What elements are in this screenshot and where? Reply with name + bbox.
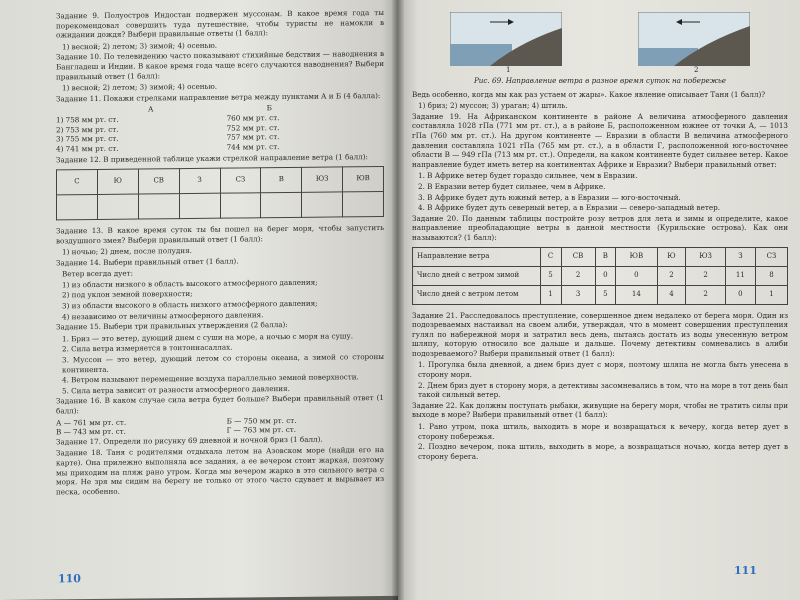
wind-cell: 14 bbox=[616, 285, 658, 304]
task-13-options: 1) ночью; 2) днем, после полудня. bbox=[62, 246, 192, 257]
arrow-cell bbox=[302, 192, 343, 217]
arrow-cell bbox=[261, 192, 302, 217]
wind-header-cell: ЮЗ bbox=[686, 247, 726, 266]
task-14-option: 4) независимо от величины атмосферного давления. bbox=[62, 309, 264, 322]
breeze-illustration-1 bbox=[450, 12, 562, 66]
pressure-col-a-label: А bbox=[147, 104, 154, 114]
wind-table-row-winter bbox=[413, 266, 788, 285]
task-16-b: Б — 750 мм рт. ст. bbox=[226, 415, 297, 426]
pressure-a: 1) 758 мм рт. ст. bbox=[56, 114, 119, 125]
wind-cell: 8 bbox=[755, 266, 787, 285]
task-15-option: 1. Бриз — это ветер, дующий днем с суши на море, а ночью с моря на сушу. bbox=[62, 331, 353, 344]
task-17: Задание 17. Определи по рисунку 69 дневной и ночной бриз (1 балл). bbox=[56, 434, 323, 447]
direction-cell: Ю bbox=[97, 169, 138, 194]
direction-cell: С bbox=[57, 169, 98, 194]
task-14-option: 1) из области низкого в область высокого атмосферного давления; bbox=[62, 277, 318, 290]
direction-cell: З bbox=[179, 168, 220, 193]
wind-header-cell: Ю bbox=[657, 247, 686, 266]
task-15: Задание 15. Выбери три правильных утверждения (2 балла): bbox=[56, 320, 288, 332]
task-14-option: 3) из области высокого в область низкого атмосферного давления; bbox=[62, 298, 318, 311]
direction-table bbox=[56, 166, 384, 220]
task-18-end: Ведь особенно, когда мы как раз устаем от жары». Какое явление описывает Таня (1 балл)? bbox=[412, 89, 766, 99]
wind-header-cell: В bbox=[595, 247, 616, 266]
pressure-a: 2) 753 мм рт. ст. bbox=[56, 124, 119, 134]
wind-header-cell: С bbox=[540, 247, 561, 266]
wind-cell: 2 bbox=[561, 266, 595, 285]
direction-cell: ЮЗ bbox=[302, 167, 343, 192]
task-18: Задание 18. Таня с родителями отдыхала летом на Азовском море (найди его на карте). Она прилежно выполняла все задания, а ее вечером стоит жаркая, поэтому мы приходим на пляж рано утром. Когда мы вечером жарко в это сильного ветра с моря. Не зря мы сидим на берегу не только от этого часто сдувает и вырывает из песка, особенно. bbox=[56, 445, 384, 497]
task-16-a: А — 761 мм рт. ст. bbox=[56, 417, 127, 428]
task-16-b: Г — 763 мм рт. ст. bbox=[226, 425, 296, 435]
book-spine bbox=[392, 0, 404, 600]
left-page-content bbox=[56, 8, 384, 499]
figure-69 bbox=[412, 12, 788, 75]
task-16: Задание 16. В каком случае сила ветра будет больше? Выбери правильный ответ (1 балл): bbox=[56, 393, 384, 416]
task-19: Задание 19. На Африканском континенте в районе А величина атмосферного давления составляла 1028 гПа (771 мм рт. ст.), а в районе Б, расположенном южнее от точки А, — 1013 гПа (760 мм рт. ст.). На другом континенте — Евразии в области В величина атмосферного давления составляла 1021 гПа (765 мм рт. ст.), а в области Г, расположенной юго-восточнее области В — 949 гПа (713 мм рт. ст.). Определи, на каком континенте будет сильнее ветер. Какое направление будет иметь ветер на континентах Африке и Евразии? Выбери правильный ответ: bbox=[412, 111, 789, 169]
task-13: Задание 13. В какое время суток ты бы пошел на берег моря, чтобы запустить воздушного змея? Выбери правильный ответ (1 балл): bbox=[56, 222, 384, 245]
figure-caption: Рис. 69. Направление ветра в разное время суток на побережье bbox=[473, 76, 727, 85]
task-16-a: В — 743 мм рт. ст. bbox=[56, 426, 126, 437]
task-20: Задание 20. По данным таблицы постройте розу ветров для лета и зимы и определите, какое направление преобладающие ветры в данной местности (Курильские острова). Как они называются? (1 балл): bbox=[412, 213, 788, 242]
task-22: Задание 22. Как должны поступать рыбаки, живущие на берегу моря, чтобы не тратить силы при выходе в море? Выбери правильный ответ (1 балл): bbox=[412, 400, 788, 420]
wind-table-header bbox=[413, 247, 788, 266]
task-15-option: 4. Ветром называют перемещение воздуха параллельно земной поверхности. bbox=[62, 372, 359, 385]
pressure-b: 760 мм рт. ст. bbox=[226, 113, 280, 123]
pressure-a: 4) 741 мм рт. ст. bbox=[56, 143, 119, 154]
wind-header-cell: СЗ bbox=[755, 247, 787, 266]
arrow-cell bbox=[220, 193, 261, 218]
page-number-right: 111 bbox=[734, 564, 757, 577]
task-21-option: 1. Прогулка была дневной, а днем бриз дует с моря, поэтому шляпа не могла быть унесена в сторону моря. bbox=[418, 360, 788, 380]
task-22-option: 1. Рано утром, пока штиль, выходить в море и возвращаться к вечеру, когда ветер дует в сторону побережья. bbox=[418, 422, 788, 441]
wind-header-cell: СВ bbox=[561, 247, 595, 266]
task-15-option: 2. Сила ветра измеряется в тонтоннасаллах. bbox=[62, 343, 233, 354]
wind-cell: 3 bbox=[561, 285, 595, 304]
wind-cell: 5 bbox=[595, 285, 616, 304]
figure-day-breeze bbox=[450, 12, 562, 75]
left-page bbox=[0, 0, 398, 600]
task-19-option: 3. В Африке будет дуть южный ветер, а в Евразии — юго-восточный. bbox=[418, 192, 681, 202]
task-10-options: 1) весной; 2) летом; 3) зимой; 4) осенью. bbox=[62, 81, 217, 93]
wind-header-cell: ЮВ bbox=[616, 247, 658, 266]
arrow-cell bbox=[179, 193, 220, 218]
task-9: Задание 9. Полуостров Индостан подвержен муссонам. В какое время года ты порекомендовал совершить туда путешествие, чтобы туристы не намокли в ожидании дождя? Выбери правильные ответы (1 балл): bbox=[56, 7, 384, 40]
wind-cell: 4 bbox=[657, 285, 686, 304]
wind-cell: 11 bbox=[725, 266, 755, 285]
direction-cell: В bbox=[261, 167, 302, 192]
arrow-cell bbox=[97, 194, 138, 219]
task-10: Задание 10. По телевидению часто показывают стихийные бедствия — наводнения в Бангладеш и Индии. В какое время года чаще всего случаются наводнения? Выбери правильный ответ (1 балл): bbox=[56, 49, 384, 81]
wind-header-cell: З bbox=[725, 247, 755, 266]
wind-cell: Число дней с ветром летом bbox=[413, 285, 541, 304]
task-14: Задание 14. Выбери правильный ответ (1 балл). bbox=[56, 256, 239, 268]
task-12: Задание 12. В приведенной таблице укажи стрелкой направление ветра (1 балл): bbox=[56, 152, 368, 165]
pressure-b: 752 мм рт. ст. bbox=[226, 122, 280, 133]
direction-cell: СВ bbox=[138, 169, 179, 194]
arrow-cell bbox=[343, 191, 384, 216]
direction-cell: СЗ bbox=[220, 168, 261, 193]
wind-cell: 2 bbox=[686, 266, 726, 285]
figure-number-1: 1 bbox=[506, 66, 511, 75]
wind-table bbox=[412, 247, 788, 305]
wind-cell: 5 bbox=[540, 266, 561, 285]
breeze-illustration-2 bbox=[638, 12, 750, 66]
pressure-a: 3) 755 мм рт. ст. bbox=[56, 133, 119, 144]
wind-header-cell: Направление ветра bbox=[413, 247, 541, 266]
wind-cell: 1 bbox=[540, 285, 561, 304]
figure-number-2: 2 bbox=[694, 66, 699, 75]
task-19-option: 2. В Евразии ветер будет сильнее, чем в Африке. bbox=[418, 181, 606, 191]
arrow-cell bbox=[57, 194, 98, 219]
task-19-option: 4. В Африке будет дуть северный ветер, а в Евразии — северо-западный ветер. bbox=[418, 203, 720, 213]
task-9-options: 1) весной; 2) летом; 3) зимой; 4) осенью. bbox=[62, 40, 217, 52]
arrow-cell bbox=[138, 194, 179, 219]
wind-cell: 2 bbox=[657, 266, 686, 285]
task-14-option: 2) под уклон земной поверхности; bbox=[62, 289, 193, 300]
right-page-content bbox=[412, 10, 788, 462]
figure-night-breeze bbox=[638, 12, 750, 75]
task-15-option: 5. Сила ветра зависит от разности атмосферного давления. bbox=[62, 383, 290, 396]
task-18-options: 1) бриз; 2) муссон; 3) ураган; 4) штиль. bbox=[418, 101, 568, 111]
wind-cell: Число дней с ветром зимой bbox=[413, 266, 541, 285]
wind-cell: 2 bbox=[686, 285, 726, 304]
task-15-option: 3. Муссон — это ветер, дующий летом со стороны океана, а зимой со стороны континента. bbox=[62, 352, 384, 374]
pressure-b: 744 мм рт. ст. bbox=[226, 141, 280, 152]
task-21-option: 2. Днем бриз дует в сторону моря, а детективы засомневались в том, что на море в тот день был такой сильный ветер. bbox=[418, 380, 788, 400]
right-page bbox=[398, 0, 800, 600]
wind-cell: 0 bbox=[725, 285, 755, 304]
pressure-row bbox=[56, 141, 384, 154]
wind-cell: 1 bbox=[755, 285, 787, 304]
task-14-lead: Ветер всегда дует: bbox=[62, 268, 134, 279]
wind-cell: 0 bbox=[595, 266, 616, 285]
direction-cell: ЮВ bbox=[343, 166, 384, 191]
pressure-b: 757 мм рт. ст. bbox=[226, 132, 280, 142]
task-22-option: 2. Поздно вечером, пока штиль, выходить в море, а возвращаться ночью, когда ветер дует в сторону берега. bbox=[418, 442, 788, 461]
task-11: Задание 11. Покажи стрелками направление ветра между пунктами А и Б (4 балла): bbox=[56, 90, 381, 104]
wind-cell: 0 bbox=[616, 266, 658, 285]
pressure-col-b-label: Б bbox=[266, 103, 272, 113]
task-21: Задание 21. Расследовалось преступление, совершенное днем недалеко от берега моря. Один из подозреваемых настаивал на своем алиби, утверждая, что в момент совершения преступления гулял по набережной моря и затратил весь день, пытаясь достать из воды унесенную ветром шляпу, которую относило все дальше и дальше. Почему детективы сомневались в алиби подозреваемого? Выбери правильный ответ (1 балл): bbox=[412, 310, 788, 358]
wind-table-row-summer bbox=[413, 285, 788, 304]
task-19-option: 1. В Африке ветер будет гораздо сильнее, чем в Евразии. bbox=[418, 171, 638, 181]
page-number-left: 110 bbox=[58, 572, 81, 586]
